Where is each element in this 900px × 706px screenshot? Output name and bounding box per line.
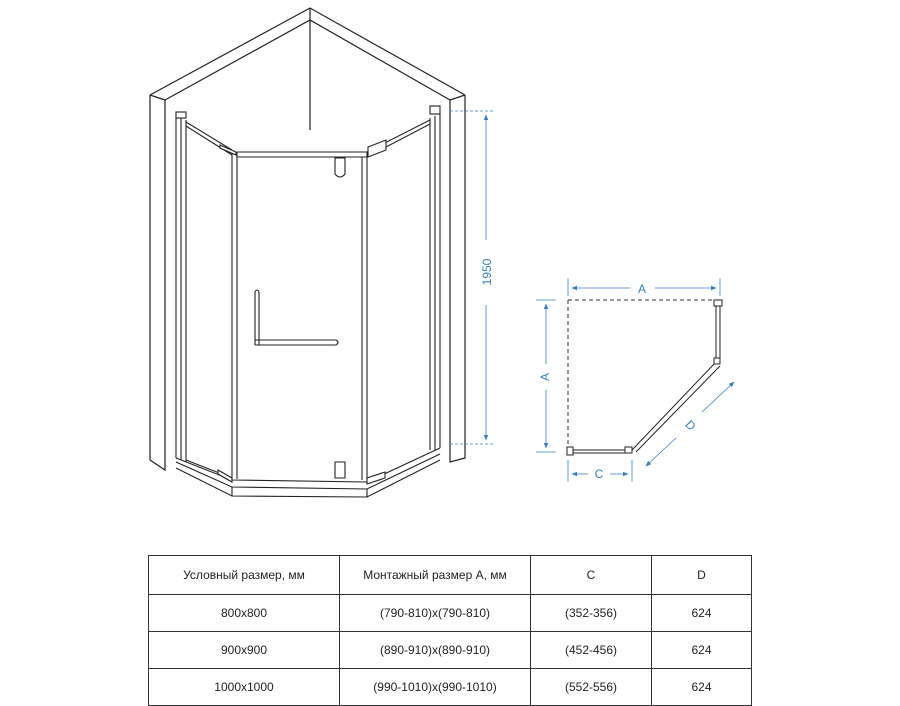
plan-view — [536, 278, 734, 482]
cell-mounting-size: (890-910)x(890-910) — [340, 632, 531, 669]
cell-nominal-size: 1000x1000 — [149, 669, 340, 706]
header-c: C — [531, 556, 652, 595]
plan-c-label: C — [594, 467, 604, 482]
plan-d-label: D — [682, 417, 699, 434]
plan-width-label: A — [637, 282, 647, 297]
cell-d: 624 — [652, 632, 752, 669]
cell-d: 624 — [652, 669, 752, 706]
table-header-row — [149, 556, 752, 595]
cell-c: (352-356) — [531, 595, 652, 632]
cell-nominal-size: 900x900 — [149, 632, 340, 669]
cell-d: 624 — [652, 595, 752, 632]
cell-nominal-size: 800x800 — [149, 595, 340, 632]
table-row — [149, 632, 752, 669]
room-walls — [150, 8, 465, 470]
height-dimension — [450, 111, 495, 444]
plan-depth-label: A — [538, 372, 553, 382]
size-table — [148, 555, 752, 706]
table-row — [149, 595, 752, 632]
shower-enclosure — [176, 106, 440, 497]
header-d: D — [652, 556, 752, 595]
cell-c: (452-456) — [531, 632, 652, 669]
cell-mounting-size: (990-1010)x(990-1010) — [340, 669, 531, 706]
header-nominal-size: Условный размер, мм — [149, 556, 340, 595]
height-label: 1950 — [480, 258, 494, 286]
cell-c: (552-556) — [531, 669, 652, 706]
cell-mounting-size: (790-810)x(790-810) — [340, 595, 531, 632]
header-mounting-size: Монтажный размер А, мм — [340, 556, 531, 595]
